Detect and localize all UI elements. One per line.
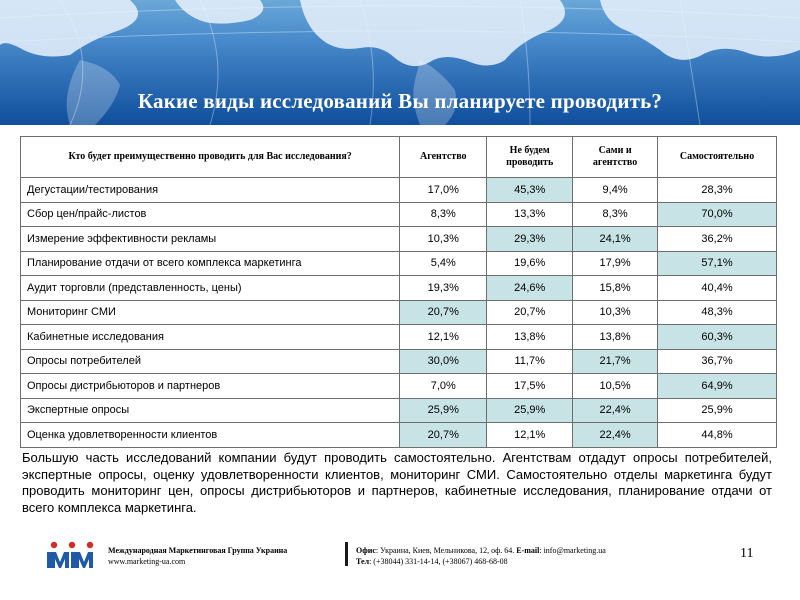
value-cell: 22,4% bbox=[573, 423, 658, 448]
row-label: Опросы потребителей bbox=[21, 349, 400, 374]
mmg-logo-icon bbox=[46, 540, 98, 570]
header-banner bbox=[0, 0, 800, 125]
value-cell: 36,2% bbox=[658, 227, 777, 252]
table-row bbox=[21, 300, 777, 325]
org-website-link[interactable]: www.marketing-ua.com bbox=[108, 557, 186, 566]
table-row bbox=[21, 276, 777, 301]
table-header-row bbox=[21, 137, 777, 178]
header-question: Кто будет преимущественно проводить для Вас исследования? bbox=[21, 137, 400, 178]
table-row bbox=[21, 202, 777, 227]
value-cell: 5,4% bbox=[400, 251, 487, 276]
value-cell: 25,9% bbox=[400, 398, 487, 423]
email-label: E-mail bbox=[516, 546, 540, 555]
table-row bbox=[21, 227, 777, 252]
column-header-2: Не будем проводить bbox=[487, 137, 573, 178]
value-cell: 40,4% bbox=[658, 276, 777, 301]
research-types-table bbox=[20, 136, 777, 448]
value-cell: 28,3% bbox=[658, 178, 777, 203]
table-row bbox=[21, 398, 777, 423]
footer-divider bbox=[345, 542, 348, 566]
value-cell: 17,5% bbox=[487, 374, 573, 399]
office-address: : Украина, Киев, Мельникова, 12, оф. 64. bbox=[375, 546, 515, 555]
table-body bbox=[21, 178, 777, 448]
value-cell: 29,3% bbox=[487, 227, 573, 252]
value-cell: 30,0% bbox=[400, 349, 487, 374]
column-header-4: Самостоятельно bbox=[658, 137, 777, 178]
value-cell: 44,8% bbox=[658, 423, 777, 448]
row-label: Оценка удовлетворенности клиентов bbox=[21, 423, 400, 448]
value-cell: 12,1% bbox=[487, 423, 573, 448]
row-label: Экспертные опросы bbox=[21, 398, 400, 423]
value-cell: 22,4% bbox=[573, 398, 658, 423]
org-name: Международная Маркетинговая Группа Украина bbox=[108, 546, 288, 555]
value-cell: 19,3% bbox=[400, 276, 487, 301]
table-row bbox=[21, 178, 777, 203]
value-cell: 20,7% bbox=[487, 300, 573, 325]
slide-title: Какие виды исследований Вы планируете проводить? bbox=[137, 89, 663, 113]
value-cell: 10,3% bbox=[400, 227, 487, 252]
column-header-1: Агентство bbox=[400, 137, 487, 178]
email-address[interactable]: : info@marketing.ua bbox=[539, 546, 606, 555]
value-cell: 20,7% bbox=[400, 300, 487, 325]
row-label: Планирование отдачи от всего комплекса маркетинга bbox=[21, 251, 400, 276]
value-cell: 7,0% bbox=[400, 374, 487, 399]
table-row bbox=[21, 325, 777, 350]
value-cell: 8,3% bbox=[400, 202, 487, 227]
row-label: Опросы дистрибьюторов и партнеров bbox=[21, 374, 400, 399]
value-cell: 13,8% bbox=[487, 325, 573, 350]
value-cell: 13,8% bbox=[573, 325, 658, 350]
value-cell: 25,9% bbox=[487, 398, 573, 423]
value-cell: 20,7% bbox=[400, 423, 487, 448]
value-cell: 10,5% bbox=[573, 374, 658, 399]
page-number: 11 bbox=[740, 546, 754, 561]
phone-contact-line bbox=[356, 557, 508, 566]
summary-paragraph: Большую часть исследований компании будут проводить самостоятельно. Агентствам отдадут опросы потребителей, экспертные опросы, оценку удовлетворенности клиентов, мониторинг СМИ. Самостоятельно отделы маркетинга будут проводить мониторинг цен, опросы дистрибьюторов и партнеров, кабинетные исследования, планирование отдачи от всего комплекса маркетинга. bbox=[22, 450, 772, 515]
value-cell: 48,3% bbox=[658, 300, 777, 325]
value-cell: 15,8% bbox=[573, 276, 658, 301]
value-cell: 64,9% bbox=[658, 374, 777, 399]
value-cell: 45,3% bbox=[487, 178, 573, 203]
value-cell: 12,1% bbox=[400, 325, 487, 350]
value-cell: 17,0% bbox=[400, 178, 487, 203]
column-header-3: Сами и агентство bbox=[573, 137, 658, 178]
table-row bbox=[21, 349, 777, 374]
value-cell: 60,3% bbox=[658, 325, 777, 350]
row-label: Дегустации/тестирования bbox=[21, 178, 400, 203]
table-row bbox=[21, 251, 777, 276]
value-cell: 10,3% bbox=[573, 300, 658, 325]
value-cell: 36,7% bbox=[658, 349, 777, 374]
office-contact-line bbox=[356, 546, 606, 555]
row-label: Мониторинг СМИ bbox=[21, 300, 400, 325]
tel-label: Тел bbox=[356, 557, 370, 566]
office-label: Офис bbox=[356, 546, 376, 555]
value-cell: 17,9% bbox=[573, 251, 658, 276]
value-cell: 25,9% bbox=[658, 398, 777, 423]
value-cell: 57,1% bbox=[658, 251, 777, 276]
value-cell: 24,1% bbox=[573, 227, 658, 252]
value-cell: 11,7% bbox=[487, 349, 573, 374]
table-row bbox=[21, 423, 777, 448]
value-cell: 24,6% bbox=[487, 276, 573, 301]
row-label: Сбор цен/прайс-листов bbox=[21, 202, 400, 227]
value-cell: 13,3% bbox=[487, 202, 573, 227]
value-cell: 8,3% bbox=[573, 202, 658, 227]
value-cell: 21,7% bbox=[573, 349, 658, 374]
value-cell: 19,6% bbox=[487, 251, 573, 276]
row-label: Измерение эффективности рекламы bbox=[21, 227, 400, 252]
row-label: Кабинетные исследования bbox=[21, 325, 400, 350]
row-label: Аудит торговли (представленность, цены) bbox=[21, 276, 400, 301]
value-cell: 9,4% bbox=[573, 178, 658, 203]
value-cell: 70,0% bbox=[658, 202, 777, 227]
table-row bbox=[21, 374, 777, 399]
tel-numbers: : (+38044) 331-14-14, (+38067) 468-68-08 bbox=[369, 557, 508, 566]
